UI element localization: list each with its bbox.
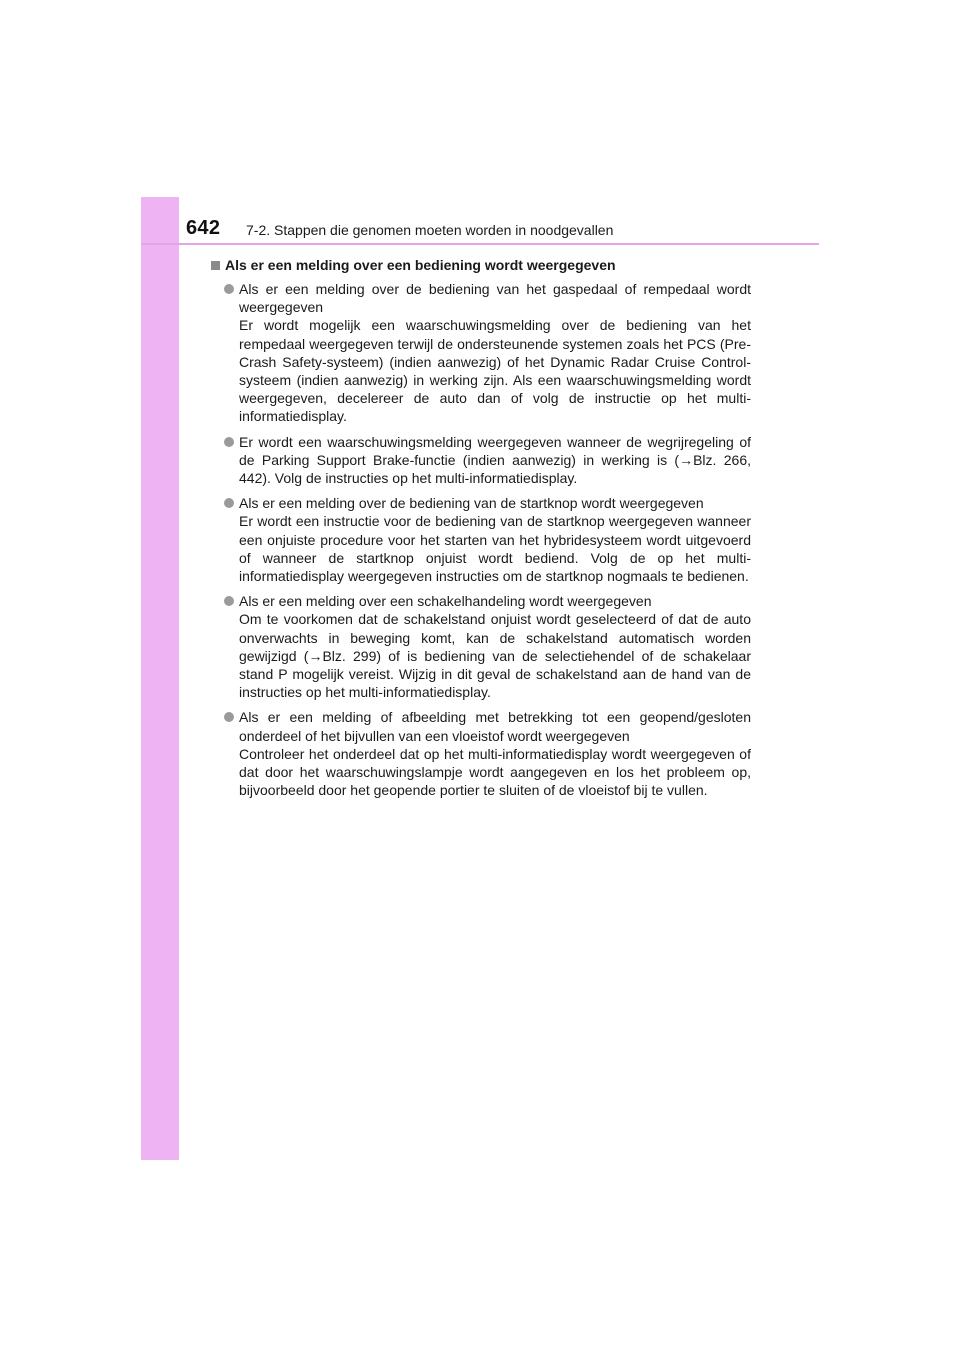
bullet-body: Er wordt een instructie voor de bediening van de startknop weergegeven wanneer een onjuiste procedure voor het starten van het hybridesysteem wordt uitgevoerd of wanneer de startknop onjuist wordt bediend. Volg de op het multi-informatiedisplay weergegeven instructies om de startknop nogmaals te bedienen.: [239, 513, 751, 585]
bullet-lead: Als er een melding of afbeelding met betrekking tot een geopend/gesloten onderdeel of het bijvullen van een vloeistof wordt weergegeven: [239, 709, 751, 744]
bullet-body: Er wordt een waarschuwingsmelding weergegeven wanneer de wegrijregeling of de Parking Support Brake-functie (indien aanwezig) in werking is (→Blz. 266, 442). Volg de instructies op het multi-informatiedisplay.: [239, 433, 751, 487]
content: [211, 256, 751, 806]
bullet-lead: Als er een melding over de bediening van de startknop wordt weergegeven: [239, 495, 704, 512]
bullet-item: [211, 280, 751, 426]
bullet-item: [211, 592, 751, 701]
bullet-item: [211, 433, 751, 488]
bullet-lead: Als er een melding over de bediening van het gaspedaal of rempedaal wordt weergegeven: [239, 281, 751, 316]
bullet-body: Om te voorkomen dat de schakelstand onjuist wordt geselecteerd of dat de auto onverwachts in beweging komt, kan de schakelstand automatisch worden gewijzigd (→Blz. 299) of is bediening van de selectiehendel of de schakelaar stand P mogelijk vereist. Wijzig in dit geval de schakelstand aan de hand van de instructies op het multi-informatiedisplay.: [239, 611, 751, 701]
subsection-heading-text: Als er een melding over een bediening wordt weergegeven: [225, 257, 616, 273]
bullet-body: Er wordt mogelijk een waarschuwingsmelding over de bediening van het rempedaal weergegeven terwijl de ondersteunende systemen zoals het PCS (Pre-Crash Safety-systeem) (indien aanwezig) of het Dynamic Radar Cruise Control-systeem (indien aanwezig) in werking zijn. Als een waarschuwingsmelding wordt weergegeven, decelereer de auto dan of volg de instructie op het multi-informatiedisplay.: [239, 317, 751, 425]
bullet-body: Controleer het onderdeel dat op het multi-informatiedisplay wordt weergegeven of dat door het waarschuwingslampje wordt aangegeven en los het probleem op, bijvoorbeeld door het geopende portier te sluiten of de vloeistof bij te vullen.: [239, 745, 751, 799]
header-rule: [141, 243, 819, 245]
round-bullet-icon: [224, 712, 234, 722]
round-bullet-icon: [224, 437, 234, 447]
bullet-lead: Als er een melding over een schakelhandeling wordt weergegeven: [239, 593, 652, 610]
round-bullet-icon: [224, 596, 234, 606]
square-bullet-icon: [211, 261, 220, 270]
bullet-item: [211, 708, 751, 799]
bullet-item: [211, 494, 751, 585]
subsection-heading: [211, 256, 751, 275]
round-bullet-icon: [224, 284, 234, 294]
section-title: 7-2. Stappen die genomen moeten worden in noodgevallen: [246, 222, 614, 238]
page-number: 642: [186, 217, 221, 239]
round-bullet-icon: [224, 498, 234, 508]
chapter-side-band: [141, 197, 179, 1160]
